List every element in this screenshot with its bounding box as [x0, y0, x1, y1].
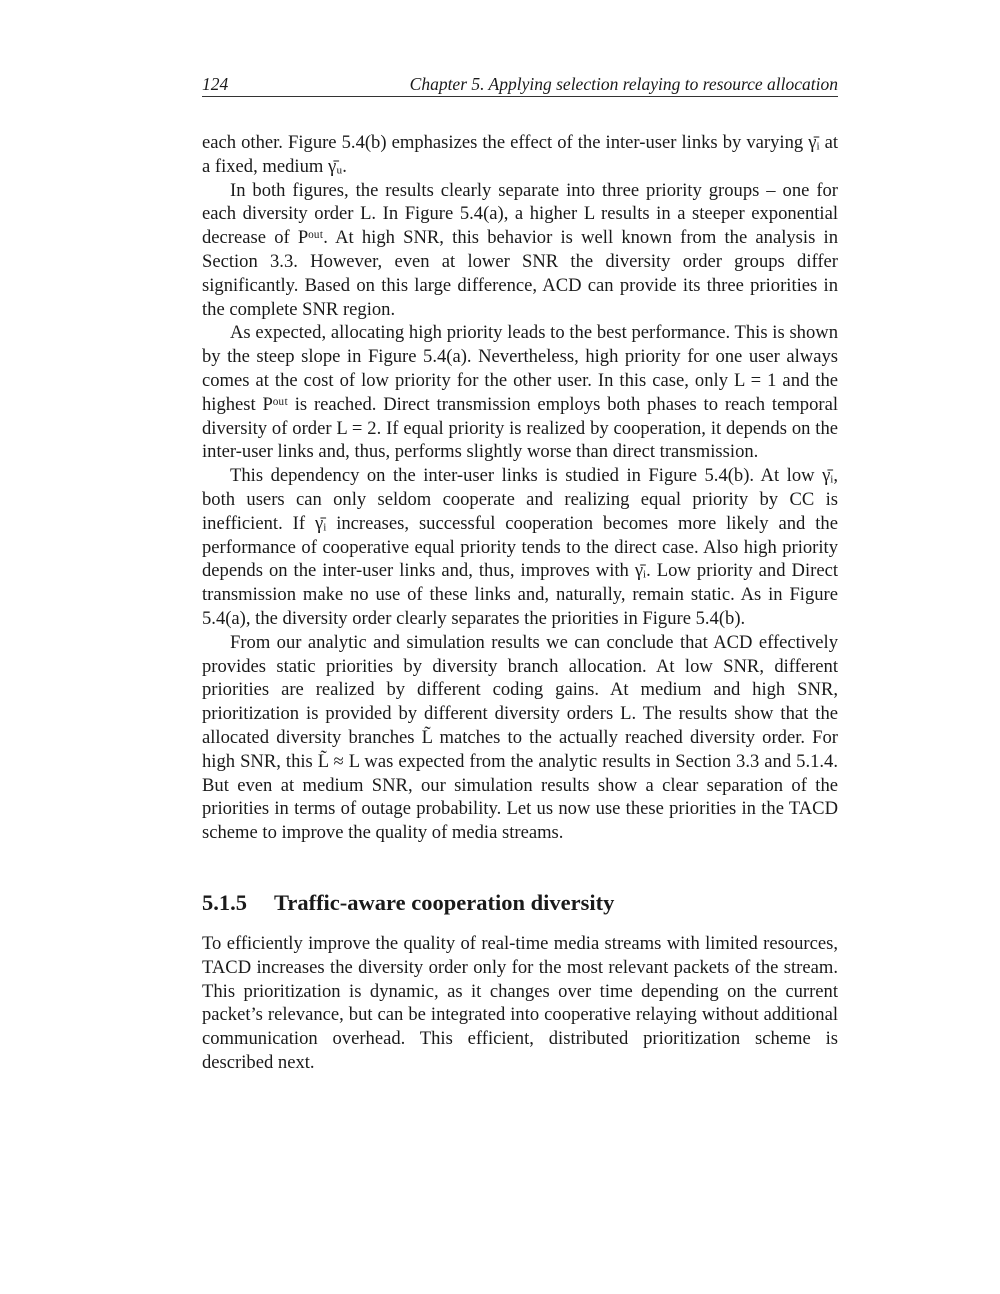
- running-header: [202, 74, 838, 97]
- paragraph: In both figures, the results clearly separate into three priority groups – one for each diversity order L. In Figure 5.4(a), a higher L results in a steeper exponential decrease of Pᵒᵘᵗ. At high SNR, this behavior is well known from the analysis in Section 3.3. However, even at lower SNR the diversity order groups differ significantly. Based on this large difference, ACD can provide its three priorities in the complete SNR region.: [202, 179, 838, 320]
- paragraph: each other. Figure 5.4(b) emphasizes the effect of the inter-user links by varying γ̄ᵢ at a fixed, medium γ̄ᵤ.: [202, 132, 838, 177]
- paragraph: This dependency on the inter-user links is studied in Figure 5.4(b). At low γ̄ᵢ, both users can only seldom cooperate and realizing equal priority by CC is inefficient. If γ̄ᵢ increases, successful cooperation becomes more likely and the performance of cooperative equal priority tends to the direct case. Also high priority depends on the inter-user links and, thus, improves with γ̄ᵢ. Low priority and Direct transmission make no use of these links and, naturally, remain static. As in Figure 5.4(a), the diversity order clearly separates the priorities in Figure 5.4(b).: [202, 465, 838, 629]
- chapter-title: Chapter 5. Applying selection relaying to resource allocation: [409, 74, 838, 94]
- paragraph: To efficiently improve the quality of real-time media streams with limited resources, TACD increases the diversity order only for the most relevant packets of the stream. This prioritization is dynamic, as it changes over time depending on the current packet’s relevance, but can be integrated into cooperative relaying without additional communication overhead. This efficient, distributed prioritization scheme is described next.: [202, 932, 838, 1073]
- paragraph: From our analytic and simulation results we can conclude that ACD effectively provides static priorities by diversity branch allocation. At low SNR, different priorities are realized by different coding gains. At medium and high SNR, prioritization is provided by different diversity orders L. The results show that the allocated diversity branches L̃ matches to the actually reached diversity order. For high SNR, this L̃ ≈ L was expected from the analytic results in Section 3.3 and 5.1.4. But even at medium SNR, our simulation results show a clear separation of the priorities in terms of outage probability. Let us now use these priorities in the TACD scheme to improve the quality of media streams.: [202, 631, 838, 844]
- section-number: 5.1.5: [202, 889, 247, 915]
- body-text: [202, 131, 838, 1075]
- section-title: Traffic-aware cooperation diversity: [274, 889, 615, 915]
- paragraph: As expected, allocating high priority leads to the best performance. This is shown by the steep slope in Figure 5.4(a). Nevertheless, high priority for one user always comes at the cost of low priority for the other user. In this case, only L = 1 and the highest Pᵒᵘᵗ is reached. Direct transmission employs both phases to reach temporal diversity of order L = 2. If equal priority is realized by cooperation, it depends on the inter-user links and, thus, performs slightly worse than direct transmission.: [202, 322, 838, 463]
- page-number: 124: [202, 74, 229, 94]
- section-heading: [202, 889, 838, 917]
